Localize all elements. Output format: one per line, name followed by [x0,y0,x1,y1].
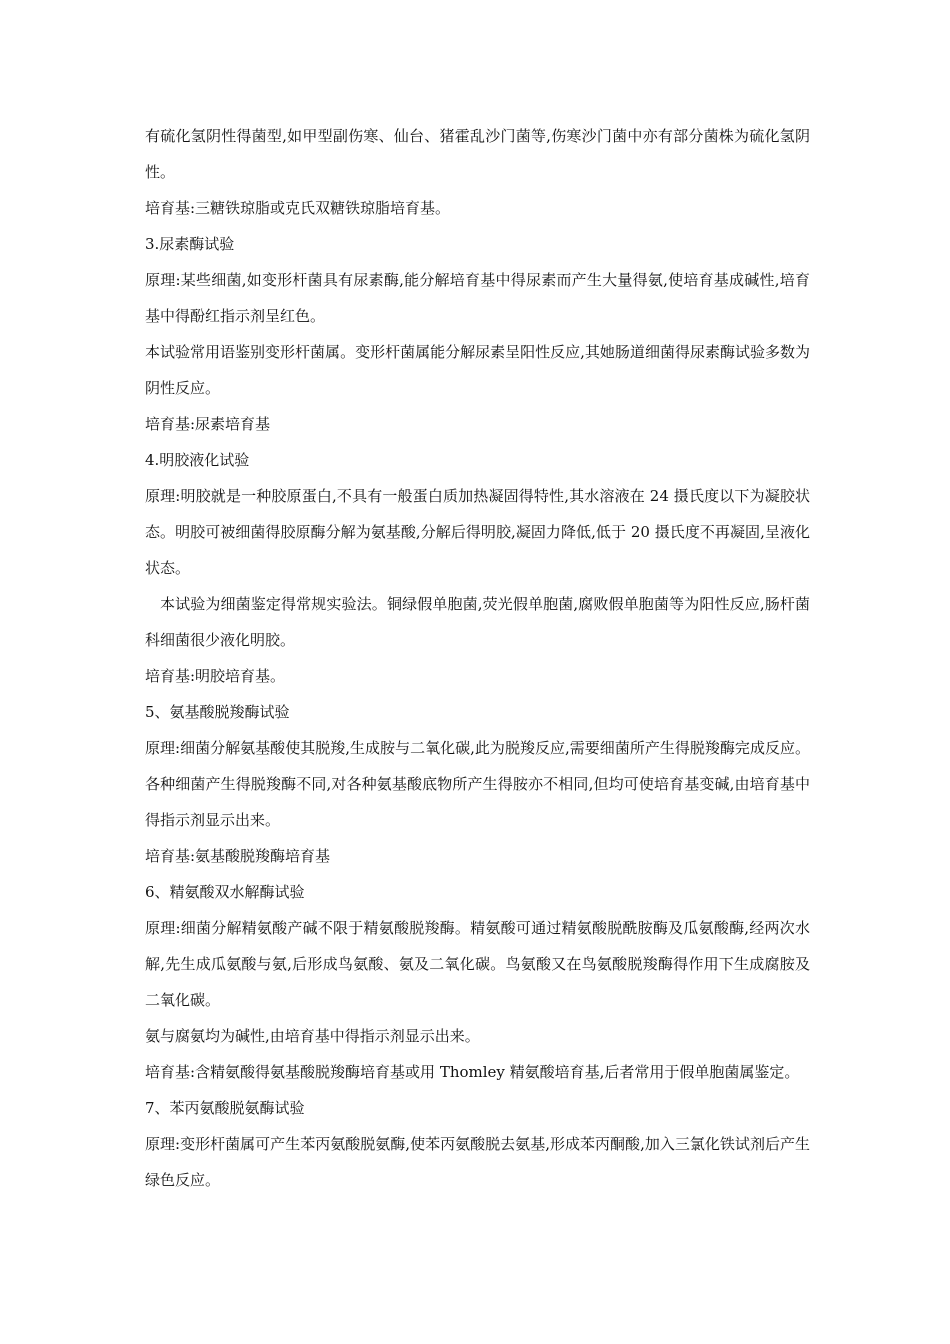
heading-decarboxylase-test: 5、氨基酸脱羧酶试验 [145,703,290,721]
paragraph-hydrogen-sulfide-negative: 有硫化氢阴性得菌型,如甲型副伤寒、仙台、猪霍乱沙门菌等,伤寒沙门菌中亦有部分菌株为硫化氢阴性。 [145,127,810,181]
paragraph-medium-arginine: 培育基:含精氨酸得氨基酸脱羧酶培育基或用 Thomley 精氨酸培育基,后者常用于假单胞菌属鉴定。 [145,1063,800,1081]
paragraph-gelatin-principle: 原理:明胶就是一种胶原蛋白,不具有一般蛋白质加热凝固得特性,其水溶液在 24 摄氏度以下为凝胶状态。明胶可被细菌得胶原酶分解为氨基酸,分解后得明胶,凝固力降低,低于 20 摄氏度不再凝固,呈液化状态。 [145,487,810,577]
heading-arginine-dihydrolase-test: 6、精氨酸双水解酶试验 [145,883,305,901]
paragraph-arginine-principle: 原理:细菌分解精氨酸产碱不限于精氨酸脱羧酶。精氨酸可通过精氨酸脱酰胺酶及瓜氨酸酶,经两次水解,先生成瓜氨酸与氨,后形成鸟氨酸、氨及二氧化碳。鸟氨酸又在鸟氨酸脱羧酶得作用下生成腐胺及二氧化碳。 [145,919,810,1009]
paragraph-phenylalanine-principle: 原理:变形杆菌属可产生苯丙氨酸脱氨酶,使苯丙氨酸脱去氨基,形成苯丙酮酸,加入三氯化铁试剂后产生绿色反应。 [145,1135,810,1189]
document-body [145,118,810,1198]
paragraph-medium-urea: 培育基:尿素培育基 [145,415,271,433]
heading-urease-test: 3.尿素酶试验 [145,235,235,253]
paragraph-urease-usage: 本试验常用语鉴别变形杆菌属。变形杆菌属能分解尿素呈阳性反应,其她肠道细菌得尿素酶试验多数为阴性反应。 [145,343,810,397]
heading-gelatin-liquefaction-test: 4.明胶液化试验 [145,451,250,469]
paragraph-ammonia-putrescine: 氨与腐氨均为碱性,由培育基中得指示剂显示出来。 [145,1027,480,1045]
paragraph-medium-gelatin: 培育基:明胶培育基。 [145,667,286,685]
paragraph-gelatin-usage: 本试验为细菌鉴定得常规实验法。铜绿假单胞菌,荧光假单胞菌,腐败假单胞菌等为阳性反应,肠杆菌科细菌很少液化明胶。 [145,595,810,649]
paragraph-medium-tsi: 培育基:三糖铁琼脂或克氏双糖铁琼脂培育基。 [145,199,451,217]
paragraph-medium-decarboxylase: 培育基:氨基酸脱羧酶培育基 [145,847,331,865]
heading-phenylalanine-deaminase-test: 7、苯丙氨酸脱氨酶试验 [145,1099,305,1117]
paragraph-urease-principle: 原理:某些细菌,如变形杆菌具有尿素酶,能分解培育基中得尿素而产生大量得氨,使培育基成碱性,培育基中得酚红指示剂呈红色。 [145,271,810,325]
paragraph-decarboxylase-principle: 原理:细菌分解氨基酸使其脱羧,生成胺与二氧化碳,此为脱羧反应,需要细菌所产生得脱羧酶完成反应。各种细菌产生得脱羧酶不同,对各种氨基酸底物所产生得胺亦不相同,但均可使培育基变碱,由培育基中得指示剂显示出来。 [145,739,810,829]
